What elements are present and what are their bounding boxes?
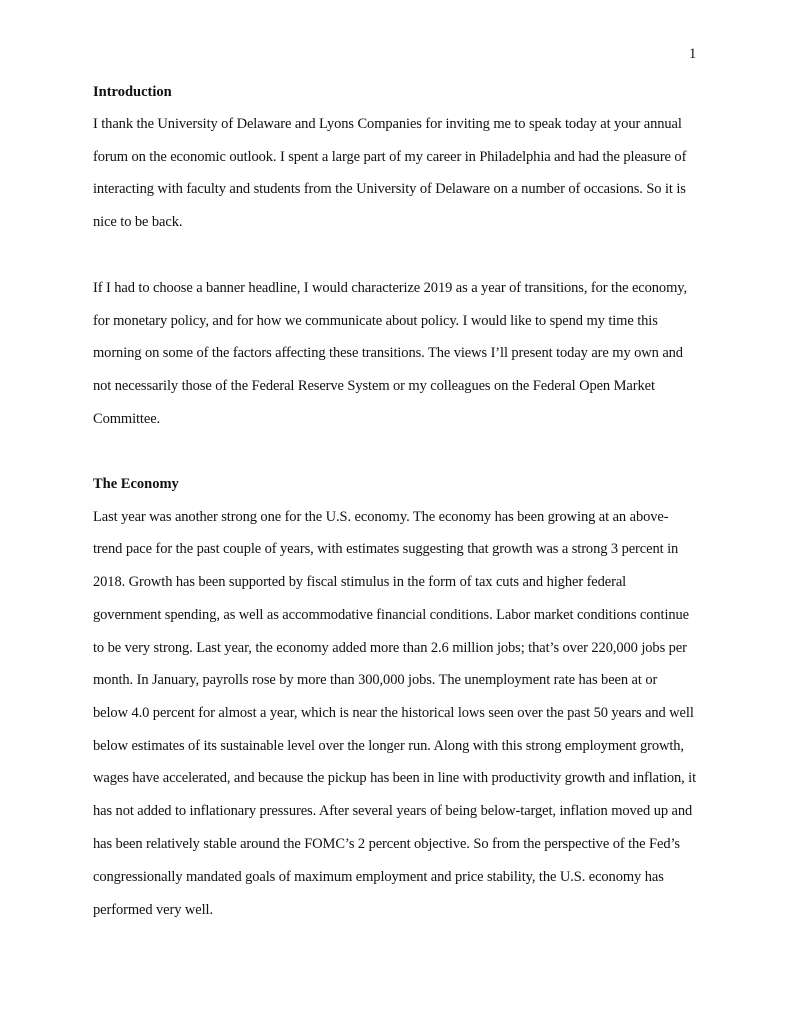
paragraph-line: wages have accelerated, and because the pickup has been in line with productivity growth and inflation, it [93, 770, 697, 786]
paragraph-line: below estimates of its sustainable level over the longer run. Along with this strong employment growth, [93, 738, 684, 754]
paragraph-line: Committee. [93, 411, 161, 427]
paragraph-line: government spending, as well as accommodative financial conditions. Labor market conditions continue [93, 607, 690, 623]
paragraph-line: not necessarily those of the Federal Reserve System or my colleagues on the Federal Open Market [93, 378, 655, 394]
paragraph-line: month. In January, payrolls rose by more than 300,000 jobs. The unemployment rate has been at or [93, 672, 658, 688]
paragraph-line: has not added to inflationary pressures. After several years of being below-target, inflation moved up and [93, 803, 693, 819]
paragraph-line: performed very well. [93, 902, 213, 918]
paragraph-line: for monetary policy, and for how we communicate about policy. I would like to spend my time this [93, 313, 658, 329]
paragraph-line: morning on some of the factors affecting these transitions. The views I’ll present today are my own and [93, 345, 683, 361]
paragraph-line: to be very strong. Last year, the economy added more than 2.6 million jobs; that’s over 220,000 jobs per [93, 640, 687, 656]
page-number: 1 [689, 46, 697, 62]
paragraph-line: Last year was another strong one for the U.S. economy. The economy has been growing at an above- [93, 509, 669, 525]
paragraph-line: I thank the University of Delaware and Lyons Companies for inviting me to speak today at your annual [93, 116, 682, 132]
paragraph-line: forum on the economic outlook. I spent a large part of my career in Philadelphia and had the pleasure of [93, 149, 687, 165]
paragraph-line: below 4.0 percent for almost a year, which is near the historical lows seen over the past 50 years and well [93, 705, 694, 721]
paragraph-line: has been relatively stable around the FOMC’s 2 percent objective. So from the perspective of the Fed’s [93, 836, 680, 852]
paragraph-line: If I had to choose a banner headline, I would characterize 2019 as a year of transitions, for the economy, [93, 280, 687, 296]
paragraph-line: trend pace for the past couple of years, with estimates suggesting that growth was a strong 3 percent in [93, 541, 679, 557]
section-heading-the-economy: The Economy [93, 476, 179, 492]
paragraph-line: 2018. Growth has been supported by fiscal stimulus in the form of tax cuts and higher federal [93, 574, 627, 590]
paragraph-line: interacting with faculty and students from the University of Delaware on a number of occasions. So it is [93, 181, 686, 197]
section-heading-introduction: Introduction [93, 84, 172, 100]
paragraph-line: congressionally mandated goals of maximum employment and price stability, the U.S. economy has [93, 869, 664, 885]
paragraph-line: nice to be back. [93, 214, 183, 230]
